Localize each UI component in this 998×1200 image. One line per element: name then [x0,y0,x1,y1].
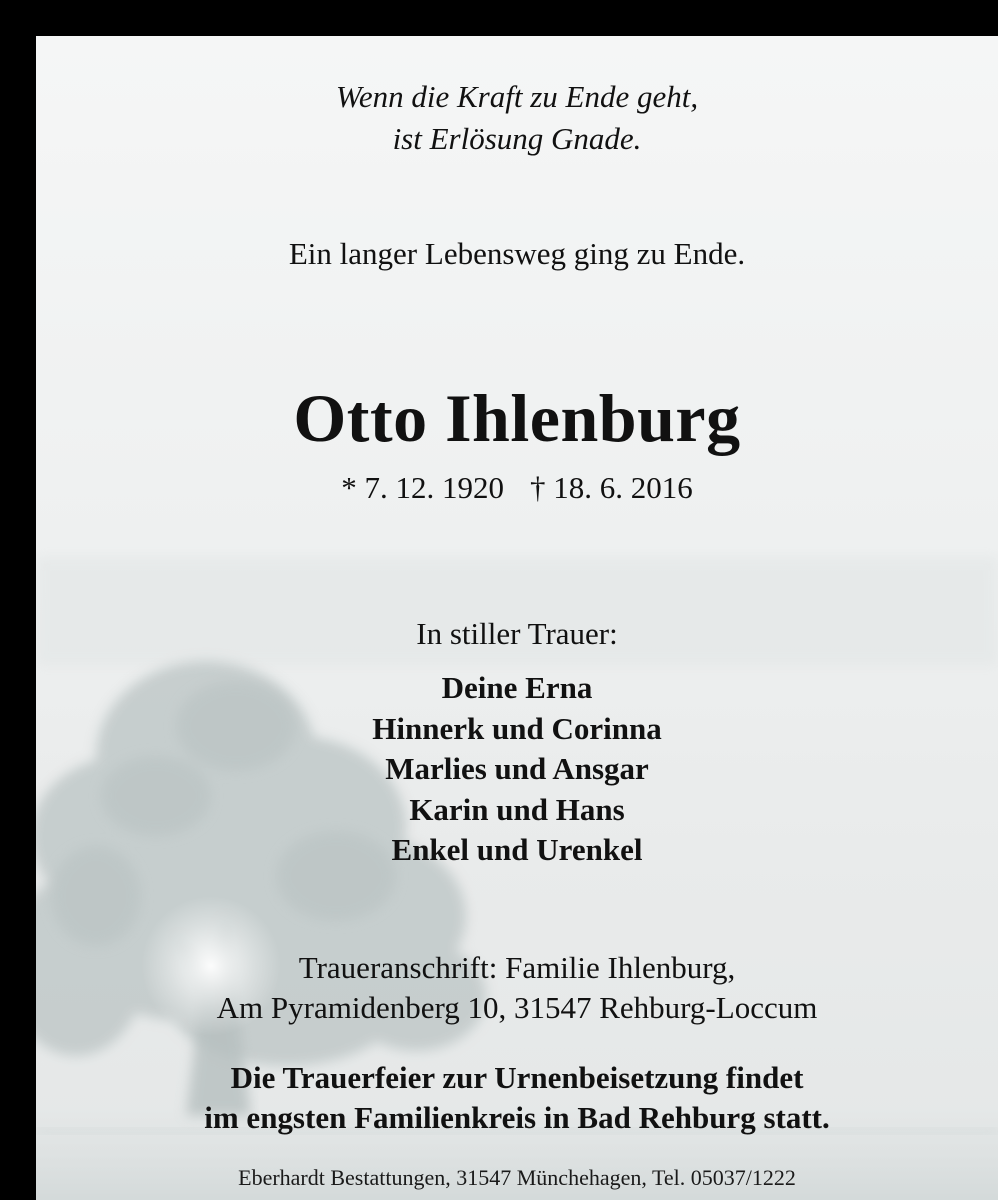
deceased-name: Otto Ihlenburg [293,380,741,456]
mourning-address [36,948,998,1028]
death-date: † 18. 6. 2016 [530,470,693,505]
motto-line-1: Wenn die Kraft zu Ende geht, [335,79,699,114]
address-line-2: Am Pyramidenberg 10, 31547 Rehburg-Loccum [216,990,818,1025]
mourning-heading: In stiller Trauer: [416,616,618,651]
birth-date: * 7. 12. 1920 [341,470,504,505]
mourner-name: Karin und Hans [409,791,625,827]
ceremony-line-2: im engsten Familienkreis in Bad Rehburg statt. [204,1100,830,1135]
obituary-card [36,36,998,1200]
ceremony-notice [36,1058,998,1138]
mourner-name: Enkel und Urenkel [391,832,643,867]
life-dates [36,468,998,508]
mourner-name: Hinnerk und Corinna [372,710,662,746]
motto-quote [36,76,998,160]
mourner-name: Marlies und Ansgar [385,751,649,786]
mourners-list [36,668,998,871]
address-line-1: Traueranschrift: Familie Ihlenburg, [298,950,736,985]
undertaker-footer: Eberhardt Bestattungen, 31547 Münchehagen, Tel. 05037/1222 [238,1165,796,1190]
motto-line-2: ist Erlösung Gnade. [392,121,642,156]
ceremony-line-1: Die Trauerfeier zur Urnenbeisetzung findet [230,1060,804,1095]
intro-sentence: Ein langer Lebensweg ging zu Ende. [288,236,746,271]
mourner-name: Deine Erna [441,670,593,705]
